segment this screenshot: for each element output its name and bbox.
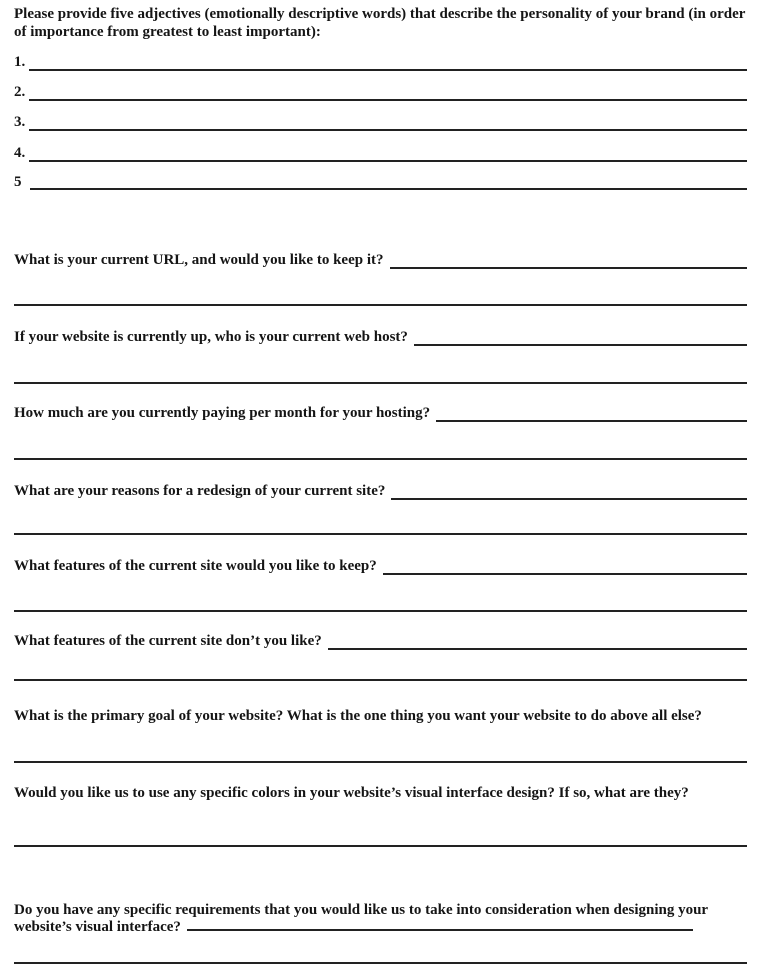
answer-blank[interactable]: [29, 114, 747, 131]
question-text: If your website is currently up, who is your current web host?: [14, 329, 408, 345]
adjective-item-2: [14, 84, 747, 101]
answer-line[interactable]: [14, 679, 747, 681]
answer-blank[interactable]: [391, 483, 747, 500]
question-specific-colors: Would you like us to use any specific colors in your website’s visual interface design? If so, what are they?: [14, 785, 689, 801]
answer-line[interactable]: [14, 382, 747, 384]
question-primary-goal: What is the primary goal of your website? What is the one thing you want your website to do above all else?: [14, 708, 702, 724]
item-number: 5: [14, 174, 22, 190]
answer-blank[interactable]: [390, 252, 748, 269]
question-text: What is your current URL, and would you like to keep it?: [14, 252, 384, 268]
answer-blank[interactable]: [187, 929, 693, 931]
question-features-dislike: [14, 633, 747, 650]
question-text: What features of the current site don’t you like?: [14, 633, 322, 649]
answer-blank[interactable]: [30, 188, 748, 190]
item-number: 3.: [14, 114, 26, 130]
answer-blank[interactable]: [29, 54, 747, 71]
answer-blank[interactable]: [383, 558, 747, 575]
answer-line[interactable]: [14, 458, 747, 460]
question-text: What features of the current site would you like to keep?: [14, 558, 377, 574]
question-current-url: [14, 252, 747, 269]
answer-blank[interactable]: [29, 84, 747, 101]
question-specific-requirements: [14, 902, 752, 936]
question-redesign-reasons: [14, 483, 747, 500]
item-number: 1.: [14, 54, 26, 70]
answer-blank[interactable]: [414, 329, 747, 346]
question-hosting-cost: [14, 405, 747, 422]
answer-line[interactable]: [14, 610, 747, 612]
answer-line[interactable]: [14, 962, 747, 964]
question-features-keep: [14, 558, 747, 575]
question-web-host: [14, 329, 747, 346]
question-text: Do you have any specific requirements that you would like us to take into consideration when designing your website’s visual interface?: [14, 902, 708, 935]
adjective-item-4: [14, 145, 747, 162]
answer-blank[interactable]: [436, 405, 747, 422]
item-number: 4.: [14, 145, 26, 161]
adjective-item-1: [14, 54, 747, 71]
answer-line[interactable]: [14, 761, 747, 763]
adjective-item-5: [14, 174, 747, 191]
item-number: 2.: [14, 84, 26, 100]
answer-blank[interactable]: [29, 145, 747, 162]
answer-line[interactable]: [14, 304, 747, 306]
answer-blank[interactable]: [328, 633, 747, 650]
intro-prompt: Please provide five adjectives (emotionally descriptive words) that describe the personality of your brand (in order of importance from greatest to least important):: [14, 6, 746, 40]
answer-line[interactable]: [14, 533, 747, 535]
answer-line[interactable]: [14, 845, 747, 847]
question-text: How much are you currently paying per month for your hosting?: [14, 405, 431, 421]
adjective-item-3: [14, 114, 747, 131]
question-text: What are your reasons for a redesign of your current site?: [14, 483, 386, 499]
